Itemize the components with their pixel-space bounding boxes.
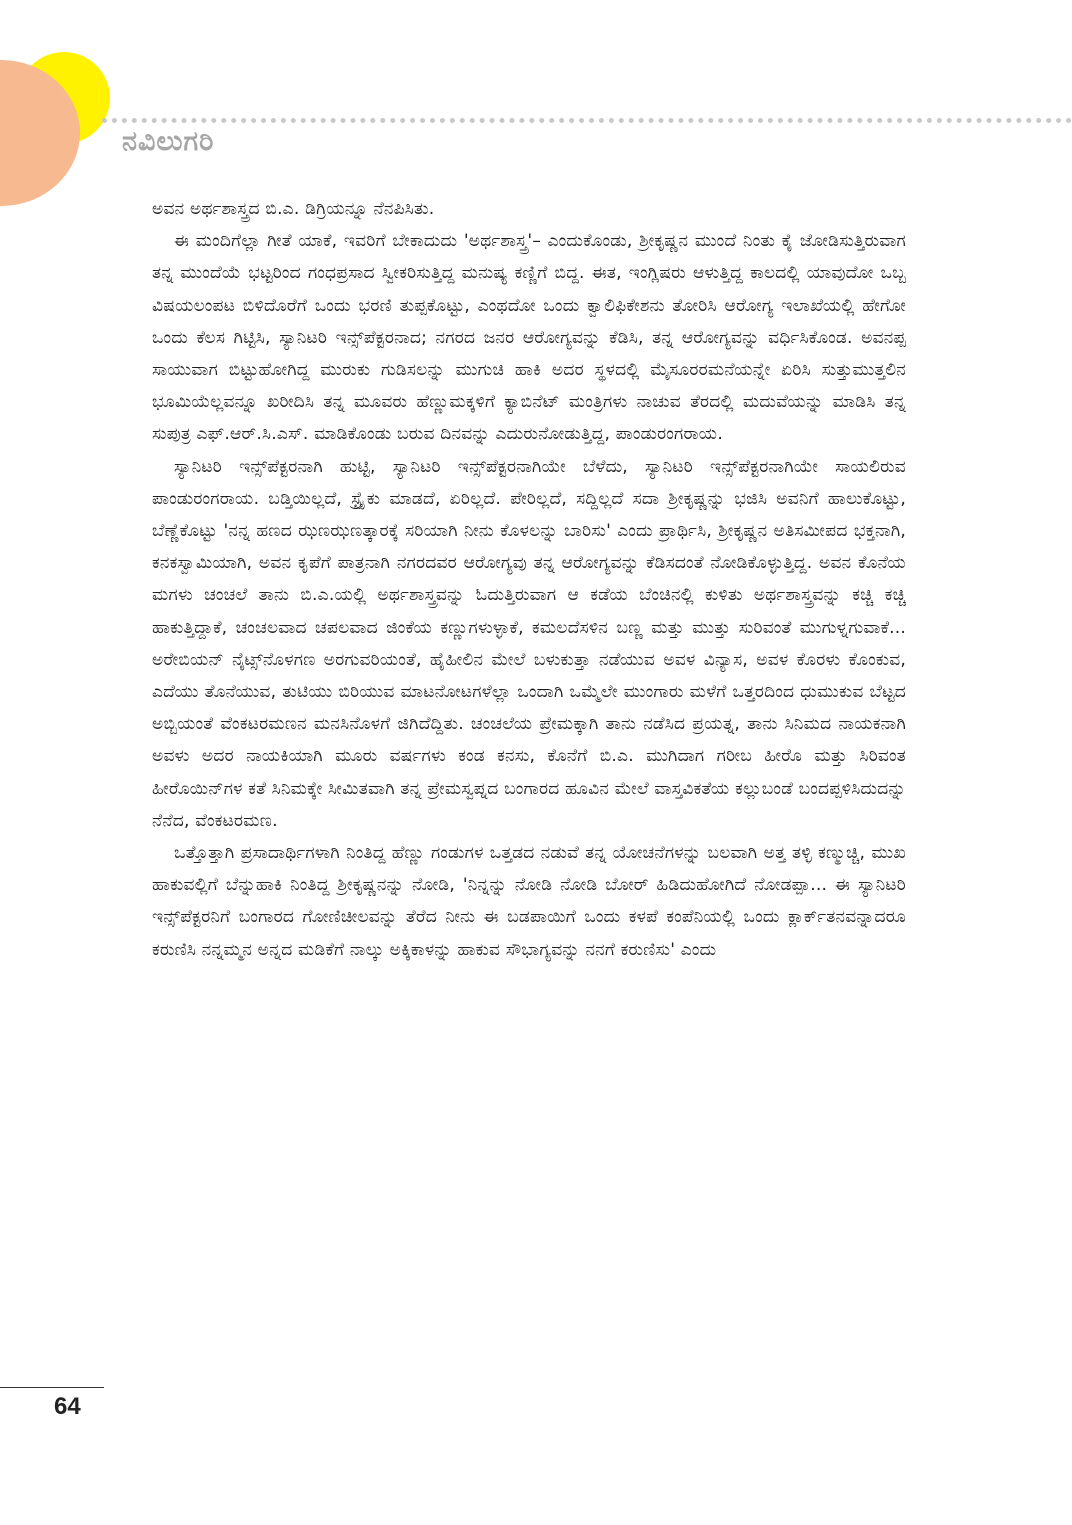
page-number: 64 — [54, 1393, 81, 1420]
paragraph: ಈ ಮಂದಿಗೆಲ್ಲಾ ಗೀತೆ ಯಾಕೆ, ಇವರಿಗೆ ಬೇಕಾದುದು 'ಅರ್ಥಶಾಸ್ತ್ರ'– ಎಂದುಕೊಂಡು, ಶ್ರೀಕೃಷ್ಣನ ಮುಂದೆ ನಿಂತು ಕೈ ಜೋಡಿಸುತ್ತಿರುವಾಗ ತನ್ನ ಮುಂದೆಯೆ ಭಟ್ಟರಿಂದ ಗಂಧಪ್ರಸಾದ ಸ್ವೀಕರಿಸುತ್ತಿದ್ದ ಮನುಷ್ಯ ಕಣ್ಣಿಗೆ ಬಿದ್ದ. ಈತ, ಇಂಗ್ಲಿಷರು ಆಳುತ್ತಿದ್ದ ಕಾಲದಲ್ಲಿ ಯಾವುದೋ ಒಬ್ಬ ವಿಷಯಲಂಪಟ ಬಿಳಿದೊರೆಗೆ ಒಂದು ಭರಣಿ ತುಪ್ಪಕೊಟ್ಟು, ಎಂಥದೋ ಒಂದು ಕ್ವಾಲಿಫಿಕೇಶನು ತೋರಿಸಿ ಆರೋಗ್ಯ ಇಲಾಖೆಯಲ್ಲಿ ಹೇಗೋ ಒಂದು ಕೆಲಸ ಗಿಟ್ಟಿಸಿ, ಸ್ಯಾನಿಟರಿ ಇನ್ಸ್‌ಪೆಕ್ಟರನಾದ; ನಗರದ ಜನರ ಆರೋಗ್ಯವನ್ನು ಕೆಡಿಸಿ, ತನ್ನ ಆರೋಗ್ಯವನ್ನು ವರ್ಧಿಸಿಕೊಂಡ. ಅವನಪ್ಪ ಸಾಯುವಾಗ ಬಿಟ್ಟುಹೋಗಿದ್ದ ಮುರುಕು ಗುಡಿಸಲನ್ನು ಮುಗುಚಿ ಹಾಕಿ ಅದರ ಸ್ಥಳದಲ್ಲಿ ಮೈಸೂರರಮನೆಯನ್ನೇ ಏರಿಸಿ ಸುತ್ತುಮುತ್ತಲಿನ ಭೂಮಿಯೆಲ್ಲವನ್ನೂ ಖರೀದಿಸಿ ತನ್ನ ಮೂವರು ಹೆಣ್ಣುಮಕ್ಕಳಿಗೆ ಕ್ಯಾಬಿನೆಟ್ ಮಂತ್ರಿಗಳು ನಾಚುವ ತೆರದಲ್ಲಿ ಮದುವೆಯನ್ನು ಮಾಡಿಸಿ ತನ್ನ ಸುಪುತ್ರ ಎಫ್.ಆರ್.ಸಿ.ಎಸ್. ಮಾಡಿಕೊಂಡು ಬರುವ ದಿನವನ್ನು ಎದುರುನೋಡುತ್ತಿದ್ದ, ಪಾಂಡುರಂಗರಾಯ. — [152, 231, 906, 445]
footer-rule — [0, 1387, 104, 1388]
body-text — [152, 193, 906, 966]
header-dotted-rule — [102, 118, 1072, 123]
paragraph: ಸ್ಯಾನಿಟರಿ ಇನ್ಸ್‌ಪೆಕ್ಟರನಾಗಿ ಹುಟ್ಟಿ, ಸ್ಯಾನಿಟರಿ ಇನ್ಸ್‌ಪೆಕ್ಟರನಾಗಿಯೇ ಬೆಳೆದು, ಸ್ಯಾನಿಟರಿ ಇನ್ಸ್‌ಪೆಕ್ಟರನಾಗಿಯೇ ಸಾಯಲಿರುವ ಪಾಂಡುರಂಗರಾಯ. ಬಡ್ತಿಯಿಲ್ಲದೆ, ಸ್ಟ್ರೈಕು ಮಾಡದೆ, ಏರಿಲ್ಲದೆ. ಪೇರಿಲ್ಲದೆ, ಸದ್ದಿಲ್ಲದೆ ಸದಾ ಶ್ರೀಕೃಷ್ಣನ್ನು ಭಜಿಸಿ ಅವನಿಗೆ ಹಾಲುಕೊಟ್ಟು, ಬೆಣ್ಣೆಕೊಟ್ಟು 'ನನ್ನ ಹಣದ ಝಣಝಣತ್ಕಾರಕ್ಕೆ ಸರಿಯಾಗಿ ನೀನು ಕೊಳಲನ್ನು ಬಾರಿಸು' ಎಂದು ಪ್ರಾರ್ಥಿಸಿ, ಶ್ರೀಕೃಷ್ಣನ ಅತಿಸಮೀಪದ ಭಕ್ತನಾಗಿ, ಕನಕಸ್ವಾಮಿಯಾಗಿ, ಅವನ ಕೃಪೆಗೆ ಪಾತ್ರನಾಗಿ ನಗರದವರ ಆರೋಗ್ಯವು ತನ್ನ ಆರೋಗ್ಯವನ್ನು ಕೆಡಿಸದಂತೆ ನೋಡಿಕೊಳ್ಳುತ್ತಿದ್ದ. ಅವನ ಕೊನೆಯ ಮಗಳು ಚಂಚಲೆ ತಾನು ಬಿ.ಎ.ಯಲ್ಲಿ ಅರ್ಥಶಾಸ್ತ್ರವನ್ನು ಓದುತ್ತಿರುವಾಗ ಆ ಕಡೆಯ ಬೆಂಚಿನಲ್ಲಿ ಕುಳಿತು ಅರ್ಥಶಾಸ್ತ್ರವನ್ನು ಕಚ್ಚಿ ಕಚ್ಚಿ ಹಾಕುತ್ತಿದ್ದಾಕೆ, ಚಂಚಲವಾದ ಚಪಲವಾದ ಜಿಂಕೆಯ ಕಣ್ಣುಗಳುಳ್ಳಾಕೆ, ಕಮಲದೆಸಳಿನ ಬಣ್ಣ ಮತ್ತು ಮುತ್ತು ಸುರಿವಂತೆ ಮುಗುಳ್ನಗುವಾಕೆ... ಅರೇಬಿಯನ್ ನೈಟ್ಸ್‌ನೊಳಗಣ ಅರಗುವರಿಯಂತೆ, ಹೈಹೀಲಿನ ಮೇಲೆ ಬಳುಕುತ್ತಾ ನಡೆಯುವ ಅವಳ ವಿನ್ಯಾಸ, ಅವಳ ಕೊರಳು ಕೊಂಕುವ, ಎದೆಯು ತೊನೆಯುವ, ತುಟಿಯು ಬಿರಿಯುವ ಮಾಟನೋಟಗಳೆಲ್ಲಾ ಒಂದಾಗಿ ಒಮ್ಮೆಲೇ ಮುಂಗಾರು ಮಳೆಗೆ ಒತ್ತರದಿಂದ ಧುಮುಕುವ ಬೆಟ್ಟದ ಅಬ್ಬಿಯಂತೆ ವೆಂಕಟರಮಣನ ಮನಸಿನೊಳಗೆ ಜಿಗಿದೆದ್ದಿತು. ಚಂಚಲೆಯ ಪ್ರೇಮಕ್ಕಾಗಿ ತಾನು ನಡೆಸಿದ ಪ್ರಯತ್ನ, ತಾನು ಸಿನಿಮದ ನಾಯಕನಾಗಿ ಅವಳು ಅದರ ನಾಯಕಿಯಾಗಿ ಮೂರು ವರ್ಷಗಳು ಕಂಡ ಕನಸು, ಕೊನೆಗೆ ಬಿ.ಎ. ಮುಗಿದಾಗ ಗರೀಬ ಹೀರೊ ಮತ್ತು ಸಿರಿವಂತ ಹೀರೊಯಿನ್‌ಗಳ ಕತೆ ಸಿನಿಮಕ್ಕೇ ಸೀಮಿತವಾಗಿ ತನ್ನ ಪ್ರೇಮಸ್ವಪ್ನದ ಬಂಗಾರದ ಹೂವಿನ ಮೇಲೆ ವಾಸ್ತವಿಕತೆಯ ಕಲ್ಲುಬಂಡೆ ಬಂದಪ್ಪಳಿಸಿದುದನ್ನು ನೆನೆದ, ವೆಂಕಟರಮಣ. — [152, 456, 906, 831]
paragraph: ಅವನ ಅರ್ಥಶಾಸ್ತ್ರದ ಬಿ.ಎ. ಡಿಗ್ರಿಯನ್ನೂ ನೆನಪಿಸಿತು. — [152, 199, 435, 219]
paragraph: ಒತ್ತೊತ್ತಾಗಿ ಪ್ರಸಾದಾರ್ಥಿಗಳಾಗಿ ನಿಂತಿದ್ದ ಹೆಣ್ಣು ಗಂಡುಗಳ ಒತ್ತಡದ ನಡುವೆ ತನ್ನ ಯೋಚನೆಗಳನ್ನು ಬಲವಾಗಿ ಅತ್ತ ತಳ್ಳಿ ಕಣ್ಮುಚ್ಚಿ, ಮುಖ ಹಾಕುವಲ್ಲಿಗೆ ಬೆನ್ನುಹಾಕಿ ನಿಂತಿದ್ದ ಶ್ರೀಕೃಷ್ಣನನ್ನು ನೋಡಿ, 'ನಿನ್ನನ್ನು ನೋಡಿ ನೋಡಿ ಬೋರ್ ಹಿಡಿದುಹೋಗಿದೆ ನೋಡಪ್ಪಾ... ಈ ಸ್ಯಾನಿಟರಿ ಇನ್ಸ್‌ಪೆಕ್ಟರನಿಗೆ ಬಂಗಾರದ ಗೋಣಿಚೀಲವನ್ನು ತೆರೆದ ನೀನು ಈ ಬಡಪಾಯಿಗೆ ಒಂದು ಕಳಪೆ ಕಂಪೆನಿಯಲ್ಲಿ ಒಂದು ಕ್ಲಾರ್ಕ್‌ತನವನ್ನಾದರೂ ಕರುಣಿಸಿ ನನ್ನಮ್ಮನ ಅನ್ನದ ಮಡಿಕೆಗೆ ನಾಲ್ಕು ಅಕ್ಕಿಕಾಳನ್ನು ಹಾಕುವ ಸೌಭಾಗ್ಯವನ್ನು ನನಗೆ ಕರುಣಿಸು' ಎಂದು — [152, 843, 906, 960]
running-header-title: ನವಿಲುಗರಿ — [122, 126, 215, 157]
